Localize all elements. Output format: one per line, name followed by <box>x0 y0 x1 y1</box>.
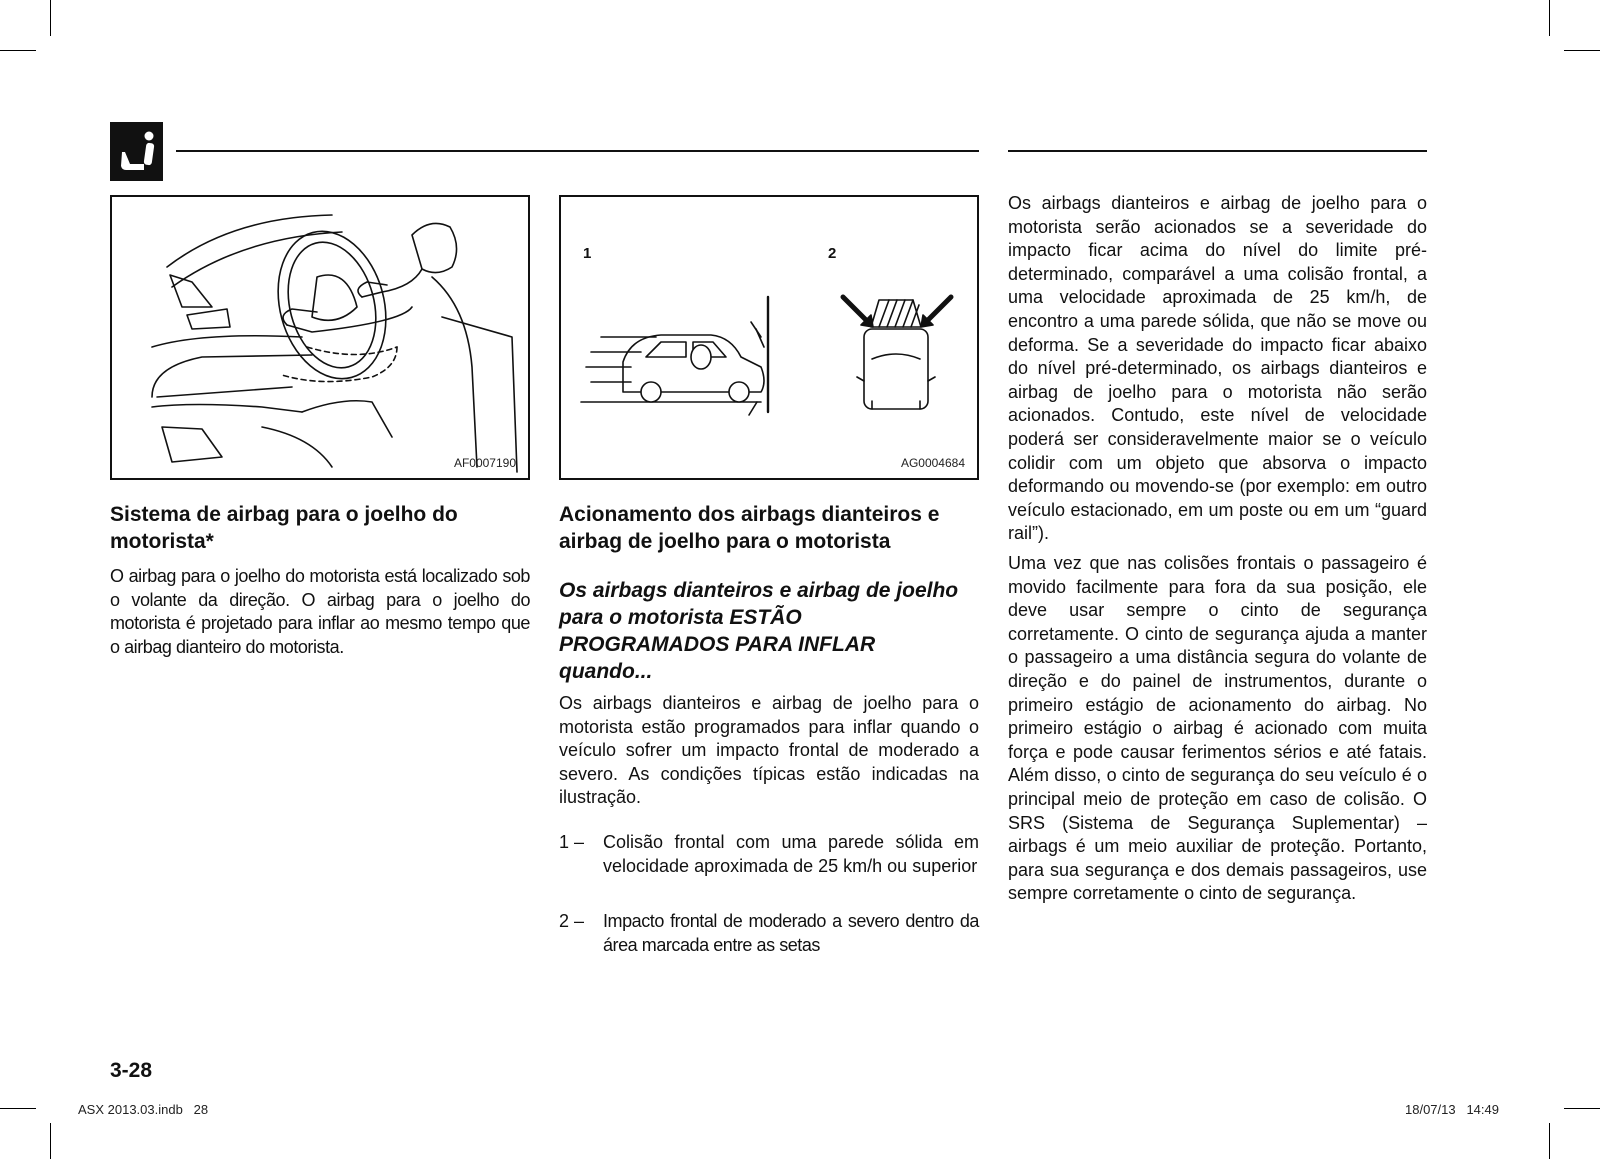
figure-knee-airbag <box>110 195 530 480</box>
footer-file: ASX 2013.03.indb 28 <box>78 1102 209 1117</box>
list-item <box>559 831 979 903</box>
crop-mark <box>0 1108 36 1109</box>
page-number: 3-28 <box>110 1059 153 1082</box>
footer-date: 18/07/13 14:49 <box>1405 1102 1499 1117</box>
header-rule-left <box>176 150 979 152</box>
section-title-activation: Acionamento dos airbags dianteiros e airbag de joelho para o motorista <box>559 503 940 553</box>
figure-collision-drawing <box>561 197 977 478</box>
right-paragraph-2: Uma vez que nas colisões frontais o passageiro é movido facilmente para fora da sua posição, ele deve usar sempre o cinto de segurança corretamente. O cinto de segurança ajuda a manter o passageiro a uma distância segura do volante de direção e do painel de instrumentos, durante o primeiro estágio de acionamento do airbag. No primeiro estágio o airbag é acionado com muita força e pode causar ferimentos sérios e até fatais. Além disso, o cinto de segurança do seu veículo é o principal meio de proteção em caso de colisão. O SRS (Sistema de Segurança Suplementar) – airbags é um meio auxiliar de proteção. Portanto, para sua segurança e dos demais passageiros, use sempre corretamente o cinto de segurança. <box>1008 553 1427 904</box>
right-paragraph-1: Os airbags dianteiros e airbag de joelho para o motorista serão acionados se a severidade do impacto ficar acima do nível do limite pré-determinado, comparável a uma colisão frontal, a uma velocidade aproximada de 25 km/h, de encontro a uma parede sólida, que não se move ou deforma. Se a severidade do impacto ficar abaixo do nível pré-determinado, os airbags dianteiros e airbag de joelho para o motorista não serão acionados. Contudo, este nível de velocidade poderá ser consideravelmente maior se o veículo colidir com um objeto que absorva o impacto deformando ou movendo-se (por exemplo: em outro veículo estacionado, em um poste ou em um “guard rail”). <box>1008 193 1427 544</box>
figure-code: AG0004684 <box>900 456 965 470</box>
activation-subtitle: Os airbags dianteiros e airbag de joelho para o motorista ESTÃO PROGRAMADOS PARA INFLAR quando... <box>559 579 959 683</box>
knee-airbag-body: O airbag para o joelho do motorista está localizado sob o volante da direção. O airbag para o joelho do motorista é projetado para inflar ao mesmo tempo que o airbag dianteiro do motorista. <box>110 566 530 657</box>
crop-mark <box>1549 1123 1550 1159</box>
crop-mark <box>1549 0 1550 36</box>
section-title-knee-airbag: Sistema de airbag para o joelho do motorista* <box>110 503 458 553</box>
activation-body: Os airbags dianteiros e airbag de joelho para o motorista estão programados para inflar quando o veículo sofrer um impacto frontal de moderado a severo. As condições típicas estão indicadas na ilustração. <box>559 693 979 808</box>
list-item-text: Impacto frontal de moderado a severo dentro da área marcada entre as setas <box>603 911 979 955</box>
seat-info-icon <box>110 122 163 181</box>
figure-collision-conditions <box>559 195 979 480</box>
crop-mark <box>0 50 36 51</box>
figure-knee-airbag-drawing <box>112 197 528 478</box>
list-item <box>559 910 979 958</box>
figure-code: AF0007190 <box>453 456 516 470</box>
list-item-text: Colisão frontal com uma parede sólida em velocidade aproximada de 25 km/h ou superior <box>603 832 979 876</box>
crop-mark <box>50 1123 51 1159</box>
callout-1: 1 <box>583 245 592 262</box>
crop-mark <box>1564 1108 1600 1109</box>
crop-mark <box>50 0 51 36</box>
header-rule-right <box>1008 150 1427 152</box>
crop-mark <box>1564 50 1600 51</box>
callout-2: 2 <box>828 245 837 262</box>
list-item-number: 2 – <box>559 911 585 931</box>
list-item-number: 1 – <box>559 832 585 852</box>
car-top-view <box>864 329 928 409</box>
arrow-left <box>843 297 867 321</box>
arrow-right <box>927 297 951 321</box>
